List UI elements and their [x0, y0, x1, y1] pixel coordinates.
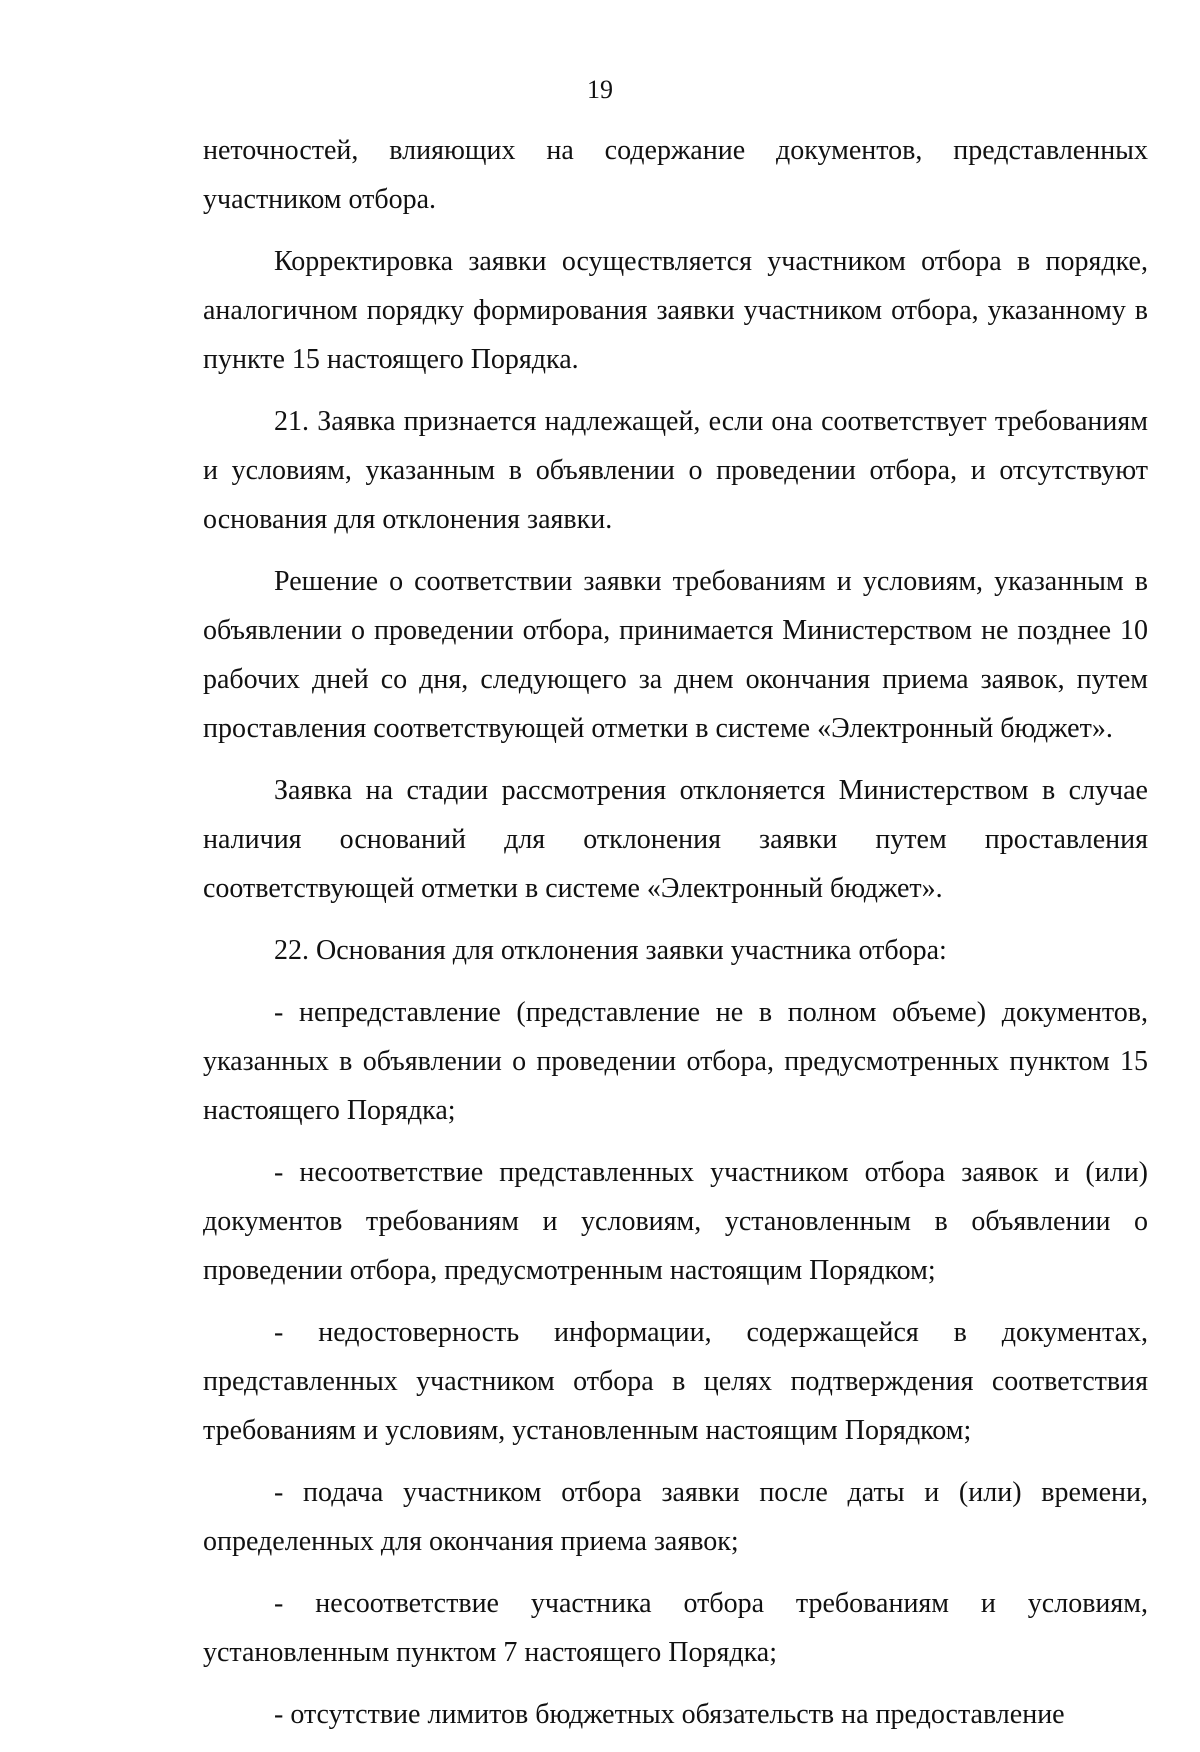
paragraph-rejection: Заявка на стадии рассмотрения отклоняется Министерством в случае наличия оснований для отклонения заявки путем проставления соответствующей отметки в системе «Электронный бюджет».: [203, 775, 1148, 904]
list-item: - подача участником отбора заявки после даты и (или) времени, определенных для окончания приема заявок;: [203, 1477, 1148, 1557]
paragraph-continuation: неточностей, влияющих на содержание документов, представленных участником отбора.: [203, 135, 1148, 215]
list-item: - отсутствие лимитов бюджетных обязательств на предоставление: [274, 1699, 1065, 1730]
paragraph-item-22: 22. Основания для отклонения заявки участника отбора:: [274, 935, 947, 966]
list-item: - несоответствие представленных участником отбора заявок и (или) документов требованиям и условиям, установленным в объявлении о проведении отбора, предусмотренным настоящим Порядком;: [203, 1157, 1148, 1286]
list-item: - недостоверность информации, содержащейся в документах, представленных участником отбора в целях подтверждения соответствия требованиям и условиям, установленным настоящим Порядком;: [203, 1317, 1148, 1446]
document-body: [203, 126, 1148, 1752]
list-item: - несоответствие участника отбора требованиям и условиям, установленным пунктом 7 настоящего Порядка;: [203, 1588, 1148, 1668]
paragraph-correction: Корректировка заявки осуществляется участником отбора в порядке, аналогичном порядку формирования заявки участником отбора, указанному в пункте 15 настоящего Порядка.: [203, 246, 1148, 375]
page-number: 19: [587, 75, 613, 104]
list-item: - непредставление (представление не в полном объеме) документов, указанных в объявлении о проведении отбора, предусмотренных пунктом 15 настоящего Порядка;: [203, 997, 1148, 1126]
paragraph-item-21: 21. Заявка признается надлежащей, если она соответствует требованиям и условиям, указанным в объявлении о проведении отбора, и отсутствуют основания для отклонения заявки.: [203, 406, 1148, 535]
paragraph-decision: Решение о соответствии заявки требованиям и условиям, указанным в объявлении о проведении отбора, принимается Министерством не позднее 10 рабочих дней со дня, следующего за днем окончания приема заявок, путем проставления соответствующей отметки в системе «Электронный бюджет».: [203, 566, 1148, 744]
